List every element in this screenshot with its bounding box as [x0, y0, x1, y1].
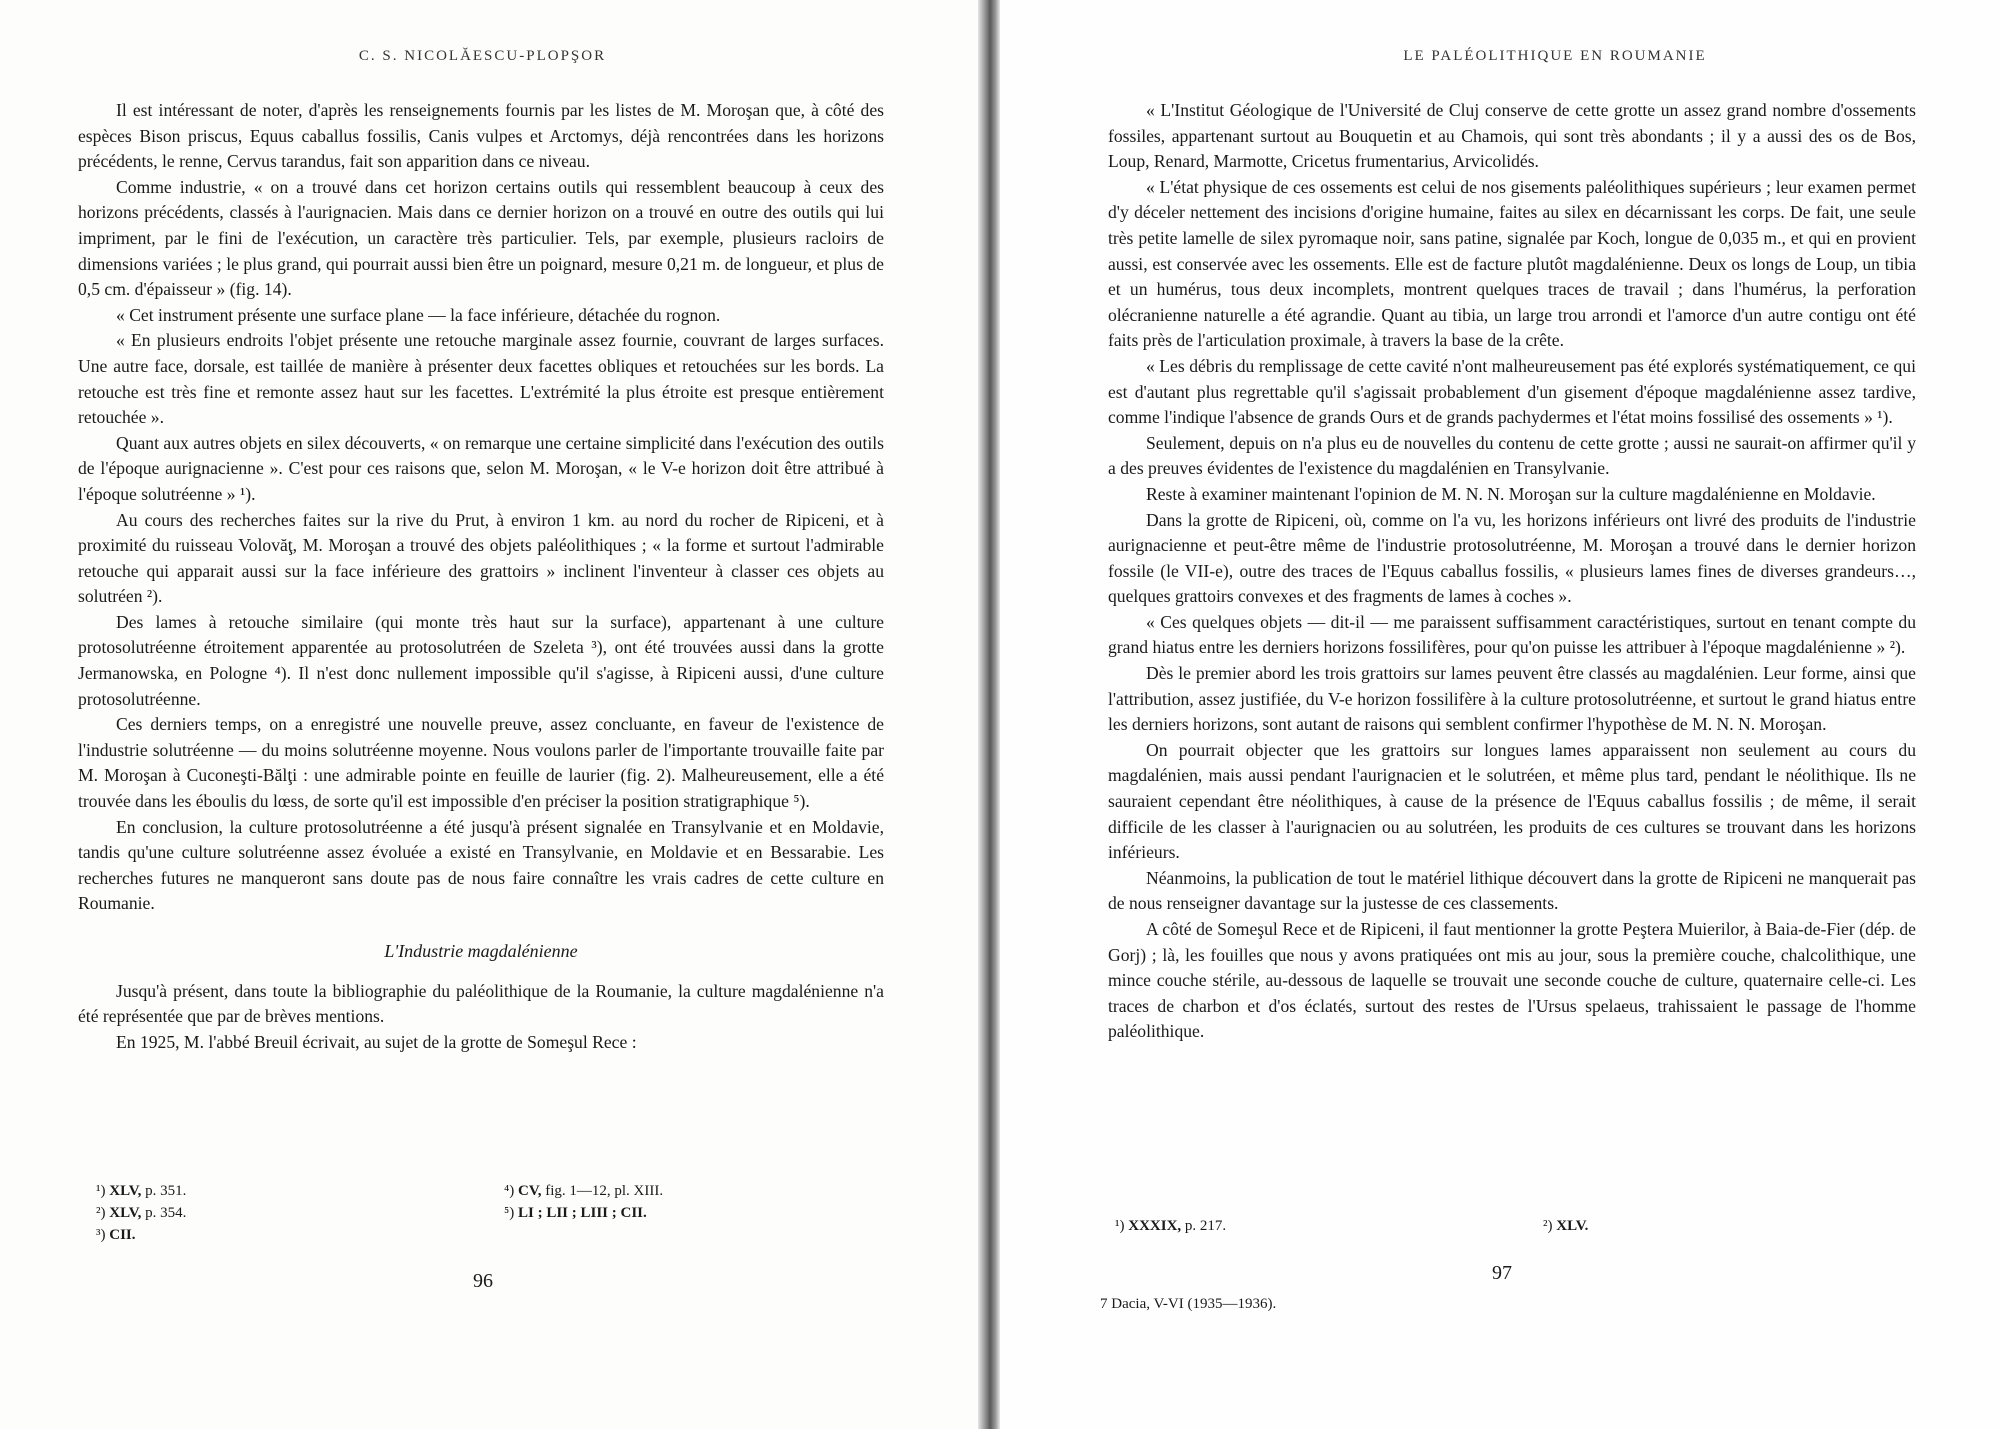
- paragraph: En 1925, M. l'abbé Breuil écrivait, au sujet de la grotte de Someşul Rece :: [116, 1031, 637, 1052]
- running-head-right: LE PALÉOLITHIQUE EN ROUMANIE: [1403, 48, 1707, 64]
- footnote: ¹) XXXIX, p. 217.: [1115, 1218, 1227, 1234]
- paragraph: En conclusion, la culture protosolutréenne a été jusqu'à présent signalée en Transylvanie et en Moldavie, tandis qu'une culture solutréenne assez évoluée a existé en Transylvanie, en Moldavie et en Bessarabie. Les recherches futures ne manqueront sans doute pas de nous faire connaître les vrais cadres de cette culture en Roumanie.: [78, 816, 884, 914]
- footnote: ⁴) CV, fig. 1—12, pl. XIII.: [504, 1183, 664, 1199]
- running-head-left: C. S. NICOLĂESCU-PLOPŞOR: [358, 48, 607, 64]
- paragraph: « Ces quelques objets — dit-il — me paraissent suffisamment caractéristiques, surtout en tenant compte du grand hiatus entre les derniers horizons fossilifères, pour qu'on puisse les attribuer à l'époque magdalénienne » ²).: [1108, 611, 1916, 658]
- paragraph: Il est intéressant de noter, d'après les renseignements fournis par les listes de M. Moroşan que, à côté des espèces Bison priscus, Equus caballus fossilis, Canis vulpes et Arctomys, déjà rencontrées dans les horizons précédents, le renne, Cervus tarandus, fait son apparition dans ce niveau.: [78, 100, 884, 172]
- footnote: ⁵) LI ; LII ; LIII ; CII.: [504, 1205, 647, 1221]
- paragraph: Reste à examiner maintenant l'opinion de M. N. N. Moroşan sur la culture magdalénienne en Moldavie.: [1146, 483, 1876, 504]
- paragraph: « L'état physique de ces ossements est celui de nos gisements paléolithiques supérieurs ; leur examen permet d'y déceler nettement des incisions d'origine humaine, faites au silex en décarnissant les corps. De fait, une seule très petite lamelle de silex pyromaque noir, sans patine, signalée par Koch, longue de 0,035 m., et qui en provient aussi, est conservée avec les ossements. Elle est de facture plutôt magdalénienne. Deux os longs de Loup, un tibia et un humérus, tous deux incomplets, montrent quelques traces de travail ; dans l'humérus, la perforation olécranienne naturelle a été agrandie. Quant au tibia, un large trou arrondi et l'amorce d'un autre contigu ont été faits près de l'articulation proximale, à travers la base de la crête.: [1108, 176, 1916, 351]
- paragraph: « En plusieurs endroits l'objet présente une retouche marginale assez fournie, couvrant de larges surfaces. Une autre face, dorsale, est taillée de manière à présenter deux facettes obliques et retouchées sur les bords. La retouche est très fine et remonte assez haut sur les facettes. L'extrémité la plus étroite est presque entièrement retouchée ».: [78, 330, 884, 428]
- page-number: 96: [473, 1270, 493, 1292]
- footnote: ¹) XLV, p. 351.: [96, 1183, 187, 1199]
- footnote: ³) CII.: [96, 1227, 136, 1243]
- footnote-column: [1115, 1215, 1226, 1237]
- footnote-column: [96, 1180, 186, 1246]
- page-number: 97: [1492, 1262, 1512, 1284]
- paragraph: On pourrait objecter que les grattoirs sur longues lames apparaissent non seulement au cours du magdalénien, mais aussi pendant l'aurignacien et le solutréen, et même plus tard, pendant le néolithique. Ils ne sauraient cependant être néolithiques, à cause de la présence de l'Equus caballus fossilis ; de même, il serait difficile de les classer à l'aurignacien ou au solutréen, les produits de ces cultures se trouvant dans les horizons inférieurs.: [1108, 739, 1916, 863]
- paragraph: A côté de Someşul Rece et de Ripiceni, il faut mentionner la grotte Peştera Muierilor, à Baia-de-Fier (dép. de Gorj) ; là, les fouilles que nous y avons pratiquées ont mis au jour, sous la première couche, chalcolithique, une mince couche stérile, au-dessous de laquelle se trouvait une seconde couche de culture, quaternaire celle-ci. Les traces de charbon et d'os éclatés, surtout des restes de l'Ursus spelaeus, trahissaient le passage de l'homme paléolithique.: [1108, 919, 1916, 1042]
- paragraph: Des lames à retouche similaire (qui monte très haut sur la surface), appartenant à une culture protosolutréenne étroitement apparentée au protosolutréen de Szeleta ³), ont été trouvées aussi dans la grotte Jermanowska, en Pologne ⁴). Il n'est donc nullement impossible qu'il s'agisse, à Ripiceni aussi, d'une culture protosolutréenne.: [78, 611, 884, 709]
- paragraph: Dès le premier abord les trois grattoirs sur lames peuvent être classés au magdalénien. Leur forme, ainsi que l'attribution, assez justifiée, du V-e horizon fossilifère à la culture protosolutréenne, et surtout le grand hiatus entre les derniers horizons, sont autant de raisons qui semblent confirmer l'hypothèse de M. N. N. Moroşan.: [1108, 663, 1916, 735]
- printer-signature: 7 Dacia, V-VI (1935—1936).: [1100, 1296, 1277, 1312]
- paragraph: Comme industrie, « on a trouvé dans cet horizon certains outils qui ressemblent beaucoup à ceux des horizons précédents, classés à l'aurignacien. Mais dans ce dernier horizon on a trouvé en outre des outils qui lui impriment, par le fini de l'exécution, un caractère très particulier. Tels, par exemple, plusieurs racloirs de dimensions variées ; le plus grand, qui pourrait aussi bien être un poignard, mesure 0,21 m. de longueur, et plus de 0,5 cm. d'épaisseur » (fig. 14).: [78, 176, 884, 300]
- paragraph: Dans la grotte de Ripiceni, où, comme on l'a vu, les horizons inférieurs ont livré des produits de l'industrie aurignacienne et peut-être même de l'industrie protosolutréenne, M. Moroşan a trouvé dans le dernier horizon fossile (le VII-e), outre des traces de l'Equus caballus fossilis, « plusieurs lames fines de diverses grandeurs…, quelques grattoirs convexes et des fragments de lames à coches ».: [1108, 509, 1916, 607]
- section-title: L'Industrie magdalénienne: [384, 941, 578, 961]
- footnote-column: [1543, 1215, 1588, 1237]
- right-page-body: [1108, 98, 1916, 1045]
- right-page: [1000, 0, 2000, 1429]
- paragraph: Jusqu'à présent, dans toute la bibliographie du paléolithique de la Roumanie, la culture magdalénienne n'a été représentée que par de brèves mentions.: [78, 980, 884, 1027]
- paragraph: Néanmoins, la publication de tout le matériel lithique découvert dans la grotte de Ripiceni ne manquerait pas de nous renseigner davantage sur la justesse de ces classements.: [1108, 867, 1916, 914]
- paragraph: Ces derniers temps, on a enregistré une nouvelle preuve, assez concluante, en faveur de l'existence de l'industrie solutréenne — du moins solutréenne moyenne. Nous voulons parler de l'importante trouvaille faite par M. Moroşan à Cuconeşti-Bălţi : une admirable pointe en feuille de laurier (fig. 2). Malheureusement, elle a été trouvée dans les éboulis du lœss, de sorte qu'il est impossible d'en préciser la position stratigraphique ⁵).: [78, 714, 884, 812]
- left-page-body: [78, 98, 884, 1055]
- paragraph: Au cours des recherches faites sur la rive du Prut, à environ 1 km. au nord du rocher de Ripiceni, et à proximité du ruisseau Volovăţ, M. Moroşan a trouvé des objets paléolithiques ; « la forme et surtout l'admirable retouche qui apparait aussi sur la face inférieure des grattoirs » inclinent l'inventeur à classer ces objets au solutréen ²).: [78, 509, 884, 607]
- paragraph: « L'Institut Géologique de l'Université de Cluj conserve de cette grotte un assez grand nombre d'ossements fossiles, appartenant surtout au Bouquetin et au Chamois, qui sont très abondants ; il y a aussi des os de Bos, Loup, Renard, Marmotte, Cricetus frumentarius, Arvicolidés.: [1108, 100, 1916, 172]
- paragraph: Seulement, depuis on n'a plus eu de nouvelles du contenu de cette grotte ; aussi ne saurait-on affirmer qu'il y a des preuves évidentes de l'existence du magdalénien en Transylvanie.: [1108, 432, 1916, 479]
- footnote: ²) XLV.: [1543, 1218, 1589, 1234]
- paragraph: « Les débris du remplissage de cette cavité n'ont malheureusement pas été explorés systématiquement, ce qui est d'autant plus regrettable qu'il s'agissait probablement d'un gisement d'époque magdalénienne assez tardive, comme l'indique l'absence de grands Ours et de grands pachydermes et l'état moins fossilisé des ossements » ¹).: [1108, 355, 1916, 428]
- paragraph: Quant aux autres objets en silex découverts, « on remarque une certaine simplicité dans l'exécution des outils de l'époque aurignacienne ». C'est pour ces raisons que, selon M. Moroşan, « le V-e horizon doit être attribué à l'époque solutréenne » ¹).: [78, 432, 884, 504]
- book-gutter: [978, 0, 1000, 1429]
- footnote-column: [504, 1180, 663, 1224]
- paragraph: « Cet instrument présente une surface plane — la face inférieure, détachée du rognon.: [116, 304, 721, 325]
- footnote: ²) XLV, p. 354.: [96, 1205, 187, 1221]
- left-page: [0, 0, 978, 1429]
